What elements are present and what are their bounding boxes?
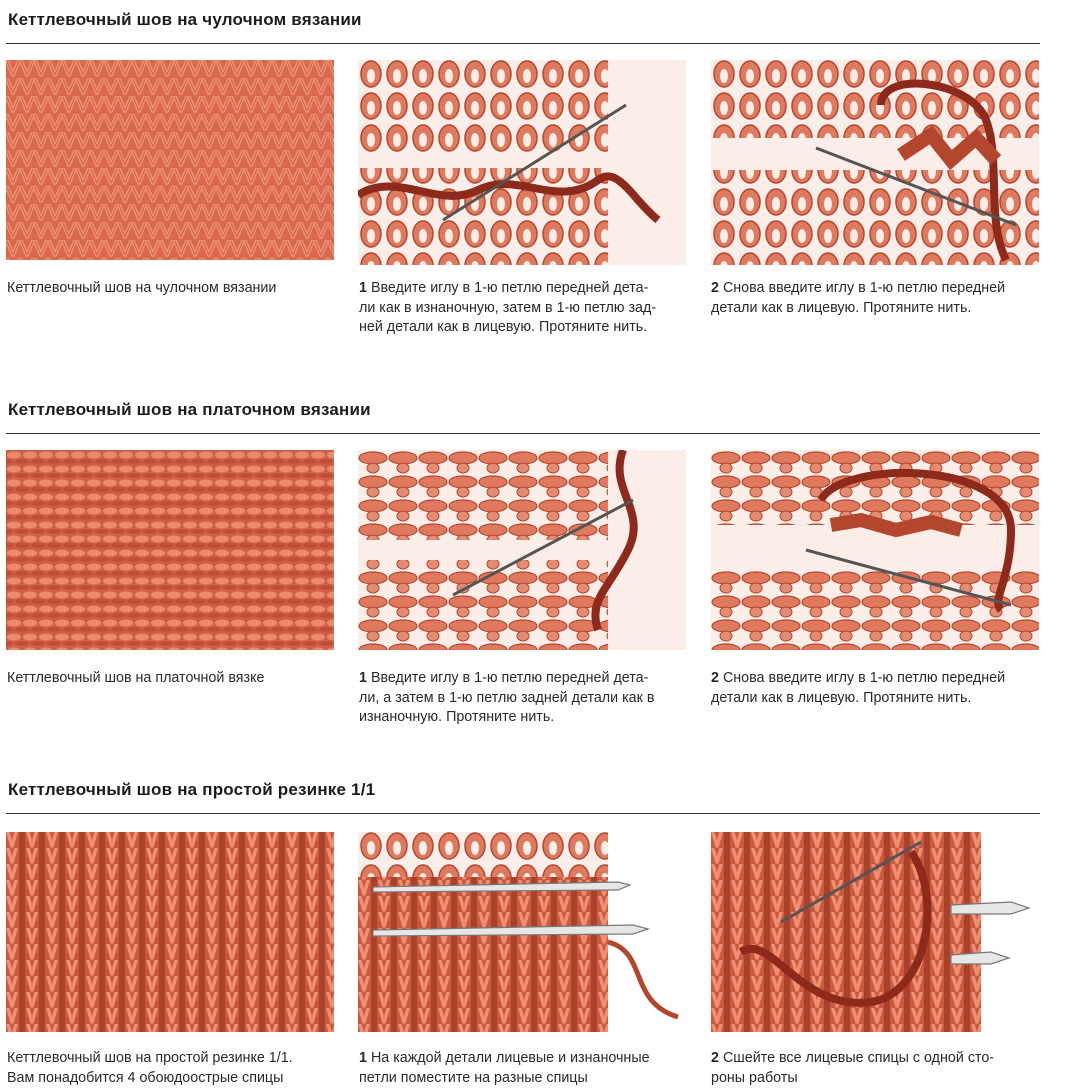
garter-photo <box>6 450 334 650</box>
step-number: 2 <box>711 670 719 686</box>
rib-step2-caption: 2 Сшейте все лицевые спицы с одной сто- роны работы <box>711 1050 995 1086</box>
section-divider <box>6 43 1040 44</box>
stockinette-photo <box>6 60 334 260</box>
rib-photo-caption: Кеттлевочный шов на простой резинке 1/1. Вам понадобится 4 обоюдоострые спицы <box>7 1050 293 1086</box>
section-title-garter: Кеттлевочный шов на платочном вязании <box>8 400 371 419</box>
step-number: 2 <box>711 280 719 296</box>
section-title-rib: Кеттлевочный шов на простой резинке 1/1 <box>8 780 376 799</box>
stockinette-step2-illustration <box>711 60 1039 265</box>
step-number: 2 <box>711 1050 719 1066</box>
step-number: 1 <box>359 670 367 686</box>
garter-step2-caption: 2 Снова введите иглу в 1-ю петлю передней детали как в лицевую. Протяните нить. <box>711 670 1006 706</box>
stockinette-step1-illustration <box>358 60 686 265</box>
garter-step2-illustration <box>711 450 1039 655</box>
garter-step1-caption: 1 Введите иглу в 1-ю петлю передней дета- ли, а затем в 1-ю петлю задней детали как в изнаночную. Протяните нить. <box>359 670 655 725</box>
step-number: 1 <box>359 1050 367 1066</box>
step-number: 1 <box>359 280 367 296</box>
section-divider <box>6 813 1040 814</box>
rib-photo <box>6 832 334 1032</box>
stockinette-step1-caption: 1 Введите иглу в 1-ю петлю передней дета- ли как в изнаночную, затем в 1-ю петлю зад- ней детали как в лицевую. Протяните нить. <box>359 280 657 335</box>
section-title-stockinette: Кеттлевочный шов на чулочном вязании <box>8 10 362 29</box>
rib-step1-caption: 1 На каждой детали лицевые и изнаночные петли поместите на разные спицы <box>359 1050 650 1086</box>
garter-step1-illustration <box>358 450 686 655</box>
stockinette-step2-caption: 2 Снова введите иглу в 1-ю петлю передней детали как в лицевую. Протяните нить. <box>711 280 1006 316</box>
garter-photo-caption: Кеттлевочный шов на платочной вязке <box>7 670 265 686</box>
rib-step2-illustration <box>711 832 1039 1037</box>
section-divider <box>6 433 1040 434</box>
rib-step1-illustration <box>358 832 686 1037</box>
stockinette-photo-caption: Кеттлевочный шов на чулочном вязании <box>7 280 277 296</box>
